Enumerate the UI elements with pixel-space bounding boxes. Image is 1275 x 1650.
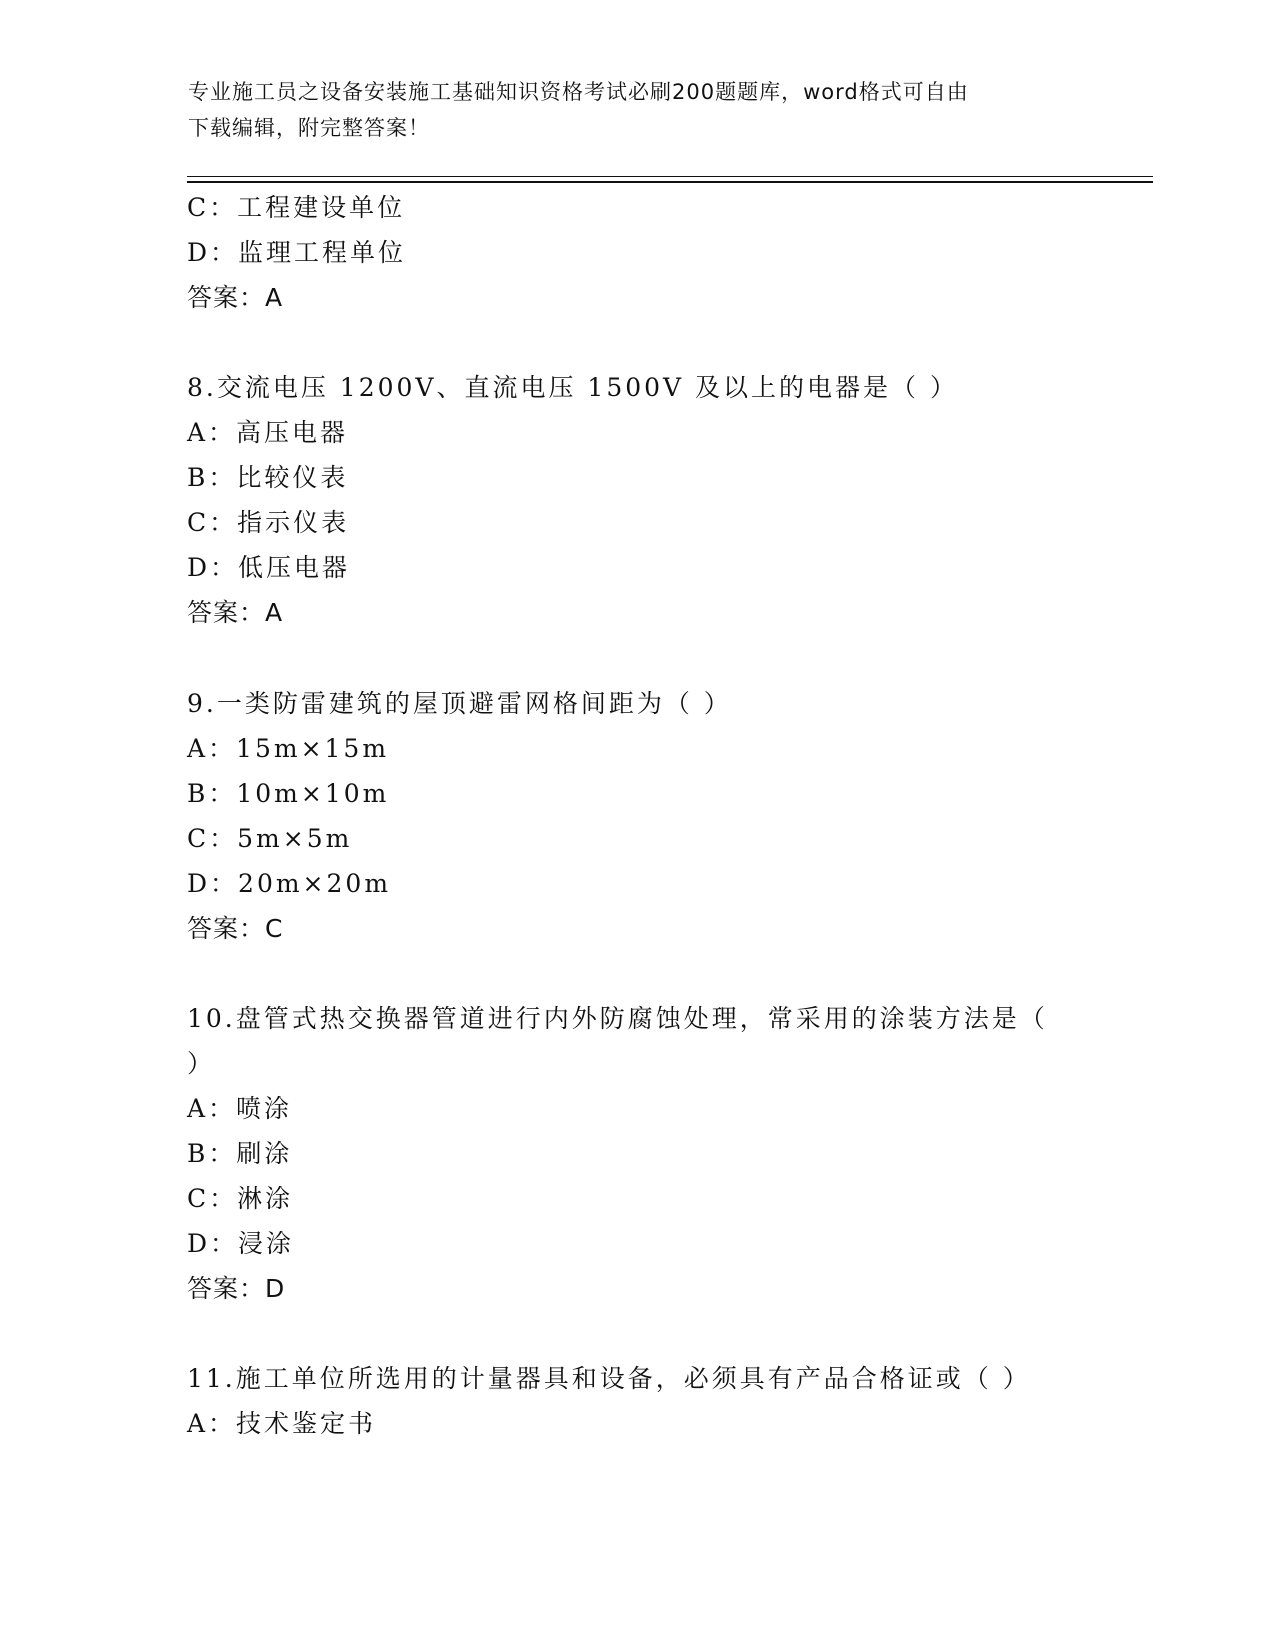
q9-option-d: D：20m×20m <box>187 869 392 898</box>
q11-option-a: A：技术鉴定书 <box>187 1409 377 1438</box>
header-line-2: 下载编辑，附完整答案！ <box>188 116 430 140</box>
q9-stem: 9.一类防雷建筑的屋顶避雷网格间距为（ ） <box>187 689 732 718</box>
prev-option-c: C：工程建设单位 <box>187 193 406 222</box>
prev-answer: 答案：A <box>187 283 284 312</box>
q10-option-b: B：刷涂 <box>187 1139 293 1168</box>
q10-stem: 10.盘管式热交换器管道进行内外防腐蚀处理，常采用的涂装方法是（ <box>187 1004 1048 1033</box>
q10-option-d: D：浸涂 <box>187 1229 295 1258</box>
prev-option-d: D：监理工程单位 <box>187 238 407 267</box>
header-line-1: 专业施工员之设备安装施工基础知识资格考试必刷200题题库，word格式可自由 <box>188 80 969 104</box>
q8-option-a: A：高压电器 <box>187 418 349 447</box>
q8-option-d: D：低压电器 <box>187 553 351 582</box>
q10-answer: 答案：D <box>187 1274 286 1303</box>
q9-option-b: B：10m×10m <box>187 779 390 808</box>
document-header <box>188 74 1088 146</box>
q8-answer: 答案：A <box>187 598 284 627</box>
q8-option-b: B：比较仪表 <box>187 463 349 492</box>
q8-option-c: C：指示仪表 <box>187 508 350 537</box>
q9-option-c: C：5m×5m <box>187 824 353 853</box>
q8-stem: 8.交流电压 1200V、直流电压 1500V 及以上的电器是（ ） <box>187 373 958 402</box>
q9-option-a: A：15m×15m <box>187 734 390 763</box>
header-divider-thin <box>187 176 1153 177</box>
q10-stem-continued: ） <box>187 1049 216 1078</box>
q11-stem: 11.施工单位所选用的计量器具和设备，必须具有产品合格证或（ ） <box>187 1364 1031 1393</box>
q9-answer: 答案：C <box>187 914 284 943</box>
header-divider-thick <box>187 181 1153 183</box>
q10-option-a: A：喷涂 <box>187 1094 293 1123</box>
q10-option-c: C：淋涂 <box>187 1184 294 1213</box>
